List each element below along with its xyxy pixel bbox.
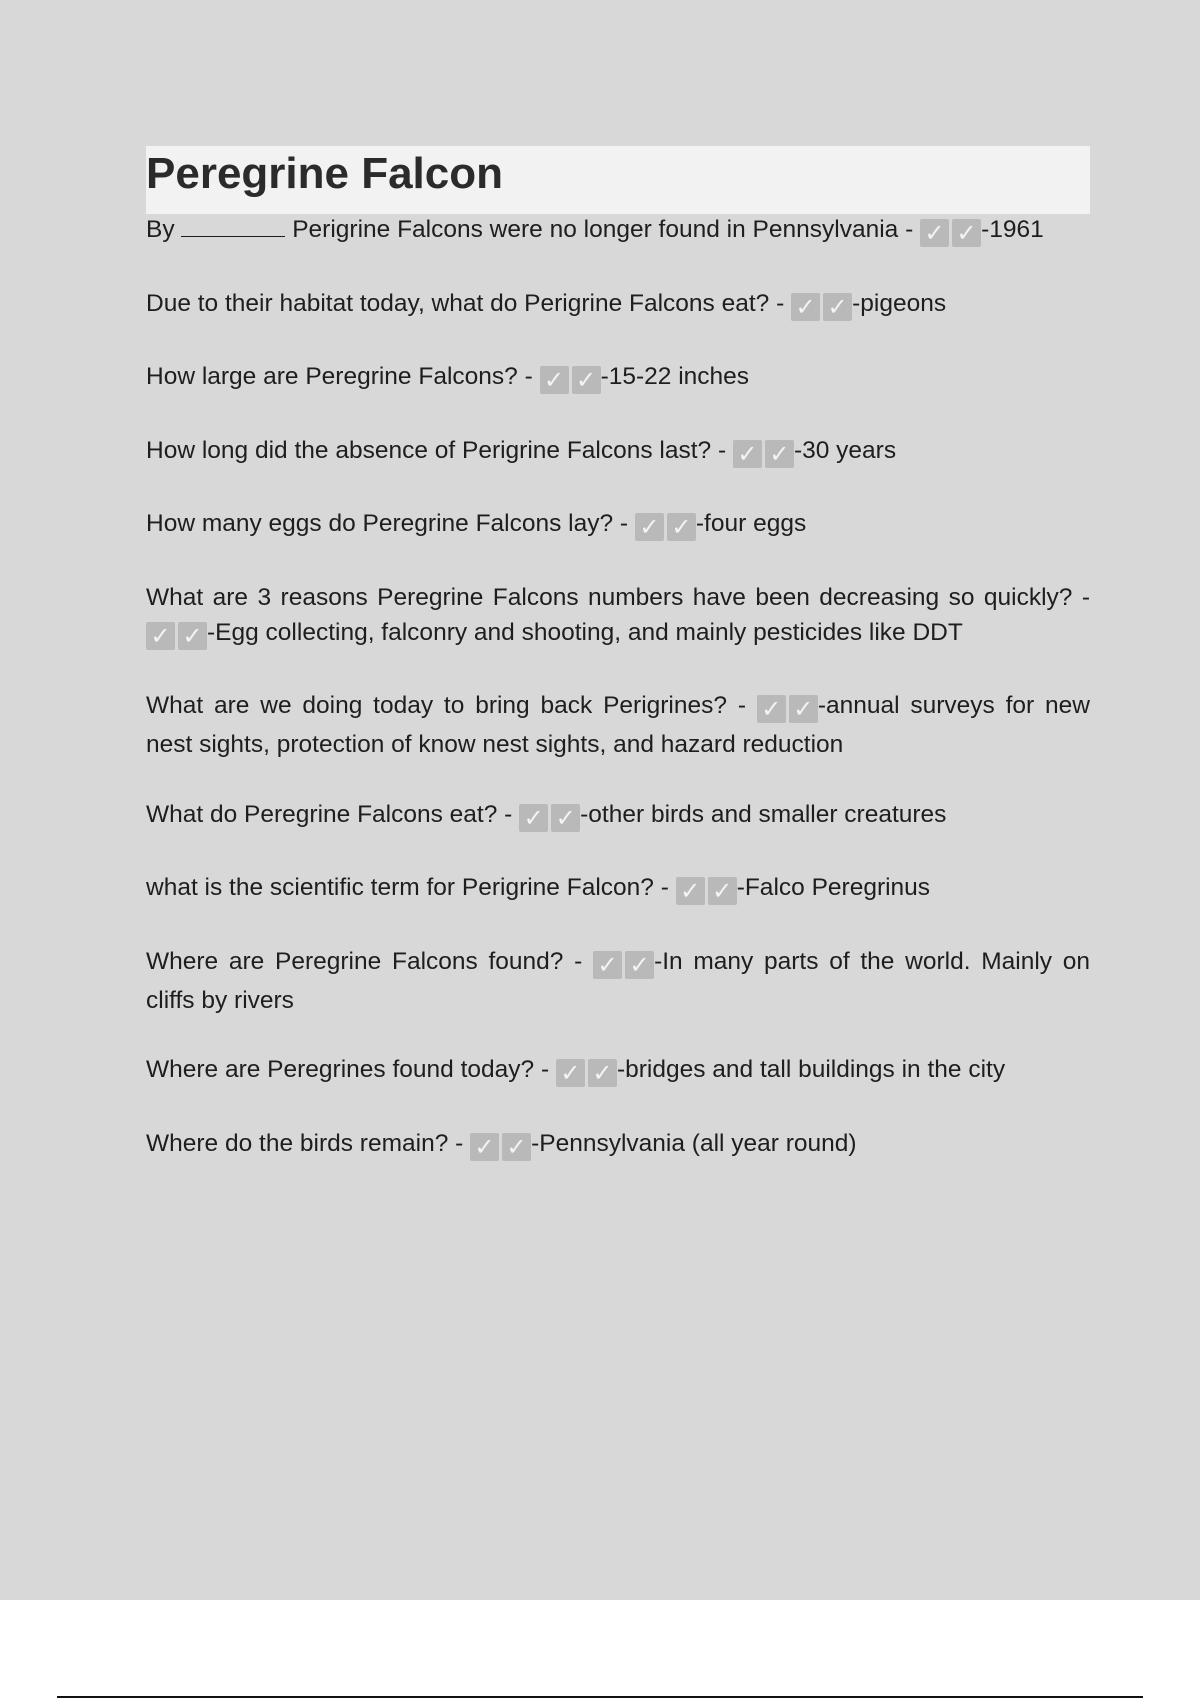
check-marks (519, 801, 580, 836)
checkmark-icon: ✓ (502, 1133, 531, 1161)
checkmark-icon: ✓ (178, 622, 207, 650)
checkmark-icon: ✓ (593, 951, 622, 979)
checkmark-icon: ✓ (733, 440, 762, 468)
checkmark-icon: ✓ (676, 877, 705, 905)
checkmark-icon: ✓ (146, 622, 175, 650)
footer-rule (57, 1696, 1143, 1698)
question-text-rest: Perigrine Falcons were no longer found in Pennsylvania - (292, 216, 914, 243)
checkmark-icon: ✓ (572, 366, 601, 394)
checkmark-icon: ✓ (470, 1133, 499, 1161)
qa-item (146, 797, 1090, 836)
qa-item (146, 212, 1090, 251)
checkmark-icon: ✓ (757, 695, 786, 723)
answer-text: -pigeons (852, 289, 947, 317)
question-text: Where are Peregrines found today? - (146, 1056, 550, 1083)
question-text: What are we doing today to bring back Perigrines? - (146, 692, 746, 719)
answer-text: -annual surveys for new nest sights, protection of know nest sights, and hazard reduction (146, 692, 1090, 758)
check-marks (540, 363, 601, 398)
question-text: what is the scientific term for Perigrine Falcon? - (146, 874, 669, 901)
checkmark-icon: ✓ (823, 293, 852, 321)
question-text: How many eggs do Peregrine Falcons lay? - (146, 510, 629, 537)
check-marks (556, 1056, 617, 1091)
check-marks (593, 948, 654, 983)
question-text: What are 3 reasons Peregrine Falcons numbers have been decreasing so quickly? - (146, 583, 1090, 611)
qa-item (146, 506, 1090, 545)
check-marks (733, 437, 794, 472)
checkmark-icon: ✓ (588, 1059, 617, 1087)
check-marks (791, 290, 852, 325)
question-text: Due to their habitat today, what do Perigrine Falcons eat? - (146, 289, 785, 317)
answer-text: -Egg collecting, falconry and shooting, and mainly pesticides like DDT (207, 618, 963, 646)
check-marks (757, 692, 818, 727)
question-text: Where do the birds remain? - (146, 1129, 464, 1157)
question-text: How long did the absence of Perigrine Falcons last? - (146, 436, 727, 464)
checkmark-icon: ✓ (667, 513, 696, 541)
check-marks (920, 216, 981, 251)
check-marks (635, 510, 696, 545)
qa-item (146, 944, 1090, 1018)
check-marks (146, 619, 207, 654)
question-text: What do Peregrine Falcons eat? - (146, 800, 513, 828)
checkmark-icon: ✓ (708, 877, 737, 905)
qa-list (146, 212, 1090, 1199)
check-marks (470, 1130, 531, 1165)
checkmark-icon: ✓ (920, 219, 949, 247)
qa-item (146, 433, 1090, 472)
checkmark-icon: ✓ (789, 695, 818, 723)
checkmark-icon: ✓ (551, 804, 580, 832)
checkmark-icon: ✓ (952, 219, 981, 247)
answer-text: -bridges and tall buildings in the city (616, 1056, 1006, 1083)
qa-item (146, 286, 1090, 325)
checkmark-icon: ✓ (519, 804, 548, 832)
question-text: By (146, 216, 175, 243)
question-text: Where are Peregrine Falcons found? - (146, 947, 583, 975)
check-marks (676, 874, 737, 909)
qa-item (146, 580, 1090, 654)
qa-item (146, 870, 1090, 909)
answer-text: -30 years (793, 436, 897, 464)
checkmark-icon: ✓ (556, 1059, 585, 1087)
checkmark-icon: ✓ (635, 513, 664, 541)
answer-text: -In many parts of the world. Mainly on cliffs by rivers (146, 947, 1091, 1014)
qa-item (146, 1126, 1090, 1165)
qa-item (146, 359, 1090, 398)
answer-text: -Pennsylvania (all year round) (531, 1129, 857, 1157)
answer-text: -Falco Peregrinus (736, 874, 931, 901)
checkmark-icon: ✓ (625, 951, 654, 979)
checkmark-icon: ✓ (791, 293, 820, 321)
qa-item (146, 688, 1090, 762)
checkmark-icon: ✓ (540, 366, 569, 394)
page-title: Peregrine Falcon (146, 149, 504, 198)
question-text: How large are Peregrine Falcons? - (146, 363, 533, 390)
answer-text: -1961 (981, 216, 1044, 243)
checkmark-icon: ✓ (765, 440, 794, 468)
answer-text: -four eggs (695, 510, 807, 537)
qa-item (146, 1052, 1090, 1091)
fill-in-blank (181, 216, 285, 237)
answer-text: -other birds and smaller creatures (580, 800, 947, 828)
answer-text: -15-22 inches (600, 363, 750, 390)
